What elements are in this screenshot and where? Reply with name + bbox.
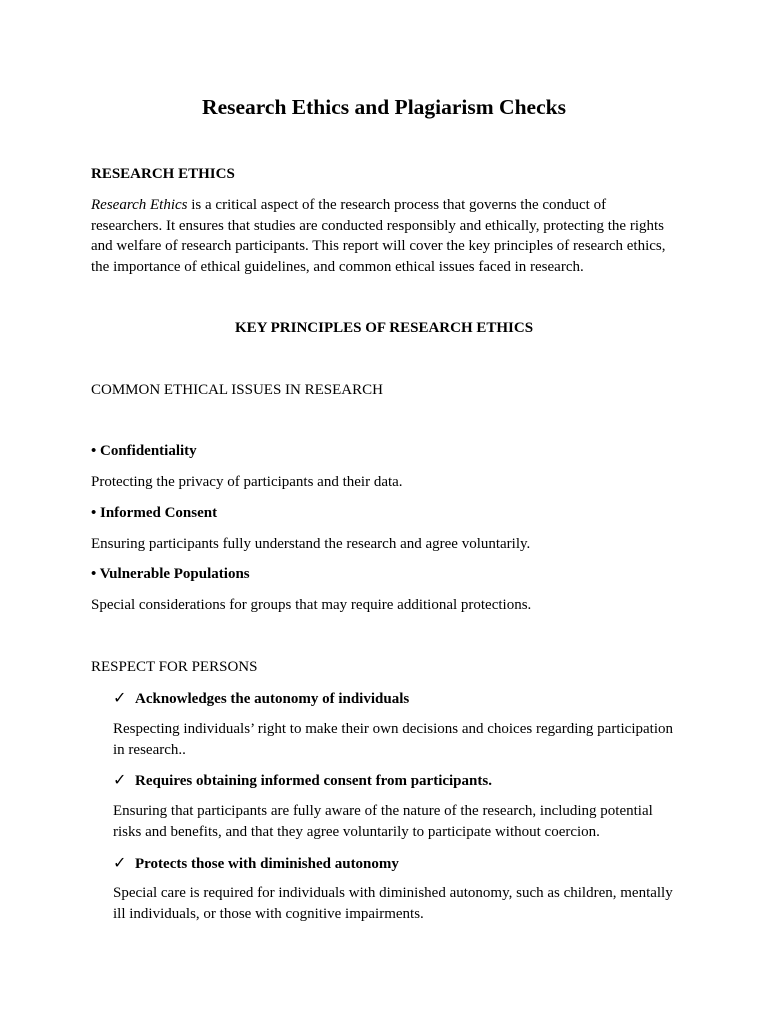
issue-label: • Confidentiality	[91, 443, 197, 459]
respect-item-label: Requires obtaining informed consent from participants.	[135, 773, 492, 789]
respect-item-label: Acknowledges the autonomy of individuals	[135, 691, 410, 707]
respect-item-description: Special care is required for individuals with diminished autonomy, such as children, mentally ill individuals, or those with cognitive impairments.	[113, 885, 673, 922]
respect-item	[113, 770, 492, 792]
checkmark-icon: ✓	[113, 770, 127, 789]
intro-paragraph	[91, 195, 677, 277]
section-heading-respect-for-persons: RESPECT FOR PERSONS	[91, 659, 258, 675]
section-heading-key-principles: KEY PRINCIPLES OF RESEARCH ETHICS	[234, 320, 534, 336]
issue-description: Special considerations for groups that may require additional protections.	[91, 597, 532, 613]
issue-label: • Informed Consent	[91, 505, 218, 521]
intro-text: is a critical aspect of the research process that governs the conduct of researchers. It ensures that studies are conducted responsibly and ethically, protecting the rights and welfare of research participants. This report will cover the key principles of research ethics, the importance of ethical guidelines, and common ethical issues faced in research.	[91, 197, 666, 275]
checkmark-icon: ✓	[113, 688, 127, 707]
document-title: Research Ethics and Plagiarism Checks	[202, 95, 566, 119]
section-heading-common-issues: COMMON ETHICAL ISSUES IN RESEARCH	[91, 382, 383, 398]
respect-item	[113, 688, 409, 710]
respect-item-description: Ensuring that participants are fully aware of the nature of the research, including potential risks and benefits, and that they agree voluntarily to participate without coercion.	[113, 803, 653, 840]
issue-description: Protecting the privacy of participants and their data.	[91, 474, 403, 490]
checkmark-icon: ✓	[113, 853, 127, 872]
respect-item	[113, 853, 399, 875]
section-heading-research-ethics: RESEARCH ETHICS	[91, 166, 235, 182]
respect-item-description: Respecting individuals’ right to make their own decisions and choices regarding participation in research..	[113, 721, 673, 758]
issue-description: Ensuring participants fully understand the research and agree voluntarily.	[91, 536, 531, 552]
issue-label: • Vulnerable Populations	[91, 566, 250, 582]
respect-item-label: Protects those with diminished autonomy	[135, 856, 399, 872]
intro-italic-term: Research Ethics	[91, 197, 188, 213]
